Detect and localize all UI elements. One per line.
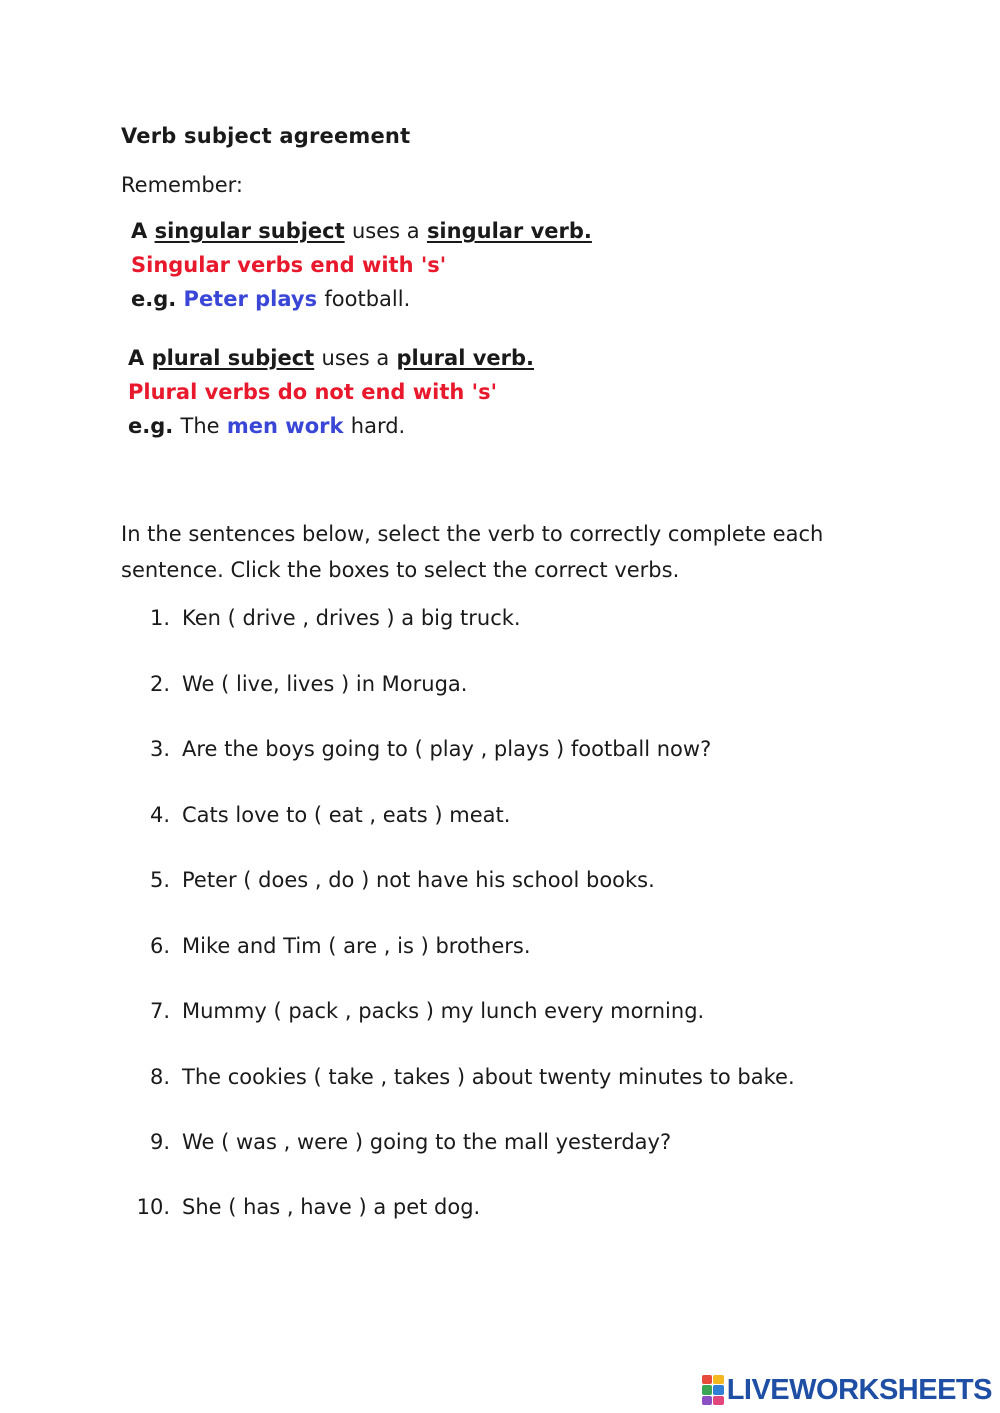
question-number: 7. [149, 999, 170, 1023]
plural-subject-term: plural subject [151, 346, 315, 370]
question-number: 5. [149, 868, 170, 892]
singular-subject-term: singular subject [154, 219, 345, 243]
uses-text: uses a [351, 219, 420, 243]
question-item [0, 1195, 1000, 1225]
article: A [128, 346, 145, 370]
liveworksheets-logo-text: LIVEWORKSHEETS [726, 1373, 992, 1406]
question-text: Mummy ( pack , packs ) my lunch every morning. [182, 999, 705, 1023]
question-number: 10. [136, 1195, 170, 1219]
question-number: 2. [149, 672, 170, 696]
eg-label: e.g. [128, 414, 174, 438]
example-the: The [180, 414, 220, 438]
liveworksheets-logo[interactable] [702, 1373, 992, 1407]
question-item [0, 737, 1000, 767]
question-number: 8. [149, 1065, 170, 1089]
question-item [0, 999, 1000, 1029]
question-text: Peter ( does , do ) not have his school books. [182, 868, 655, 892]
question-text: She ( has , have ) a pet dog. [182, 1195, 481, 1219]
question-text: Cats love to ( eat , eats ) meat. [182, 803, 511, 827]
article: A [131, 219, 148, 243]
question-item [0, 803, 1000, 833]
question-item [0, 934, 1000, 964]
singular-rule-line [131, 219, 592, 243]
question-text: We ( was , were ) going to the mall yesterday? [182, 1130, 672, 1154]
plural-rule-line [128, 346, 534, 370]
instructions-line-1: In the sentences below, select the verb to correctly complete each [121, 522, 824, 546]
worksheet-title: Verb subject agreement [121, 124, 411, 148]
question-item [0, 606, 1000, 636]
eg-label: e.g. [131, 287, 177, 311]
instructions-line-2: sentence. Click the boxes to select the correct verbs. [121, 558, 680, 582]
question-text: We ( live, lives ) in Moruga. [182, 672, 468, 696]
liveworksheets-logo-icon [702, 1375, 724, 1405]
example-rest: hard. [350, 414, 406, 438]
remember-label: Remember: [121, 173, 243, 197]
question-number: 4. [149, 803, 170, 827]
singular-example [131, 287, 410, 311]
question-text: Ken ( drive , drives ) a big truck. [182, 606, 521, 630]
question-number: 9. [149, 1130, 170, 1154]
plural-verb-term: plural verb. [396, 346, 535, 370]
plural-example [128, 414, 405, 438]
question-text: The cookies ( take , takes ) about twenty minutes to bake. [182, 1065, 795, 1089]
question-item [0, 672, 1000, 702]
singular-rule-note: Singular verbs end with 's' [131, 253, 447, 277]
plural-rule-note: Plural verbs do not end with 's' [128, 380, 497, 404]
example-highlight: Peter plays [183, 287, 318, 311]
question-number: 6. [149, 934, 170, 958]
question-item [0, 1130, 1000, 1160]
question-text: Are the boys going to ( play , plays ) football now? [182, 737, 712, 761]
question-text: Mike and Tim ( are , is ) brothers. [182, 934, 531, 958]
example-highlight: men work [226, 414, 344, 438]
question-number: 1. [149, 606, 170, 630]
question-number: 3. [149, 737, 170, 761]
example-rest: football. [324, 287, 411, 311]
uses-text: uses a [321, 346, 390, 370]
question-item [0, 1065, 1000, 1095]
singular-verb-term: singular verb. [426, 219, 592, 243]
question-item [0, 868, 1000, 898]
